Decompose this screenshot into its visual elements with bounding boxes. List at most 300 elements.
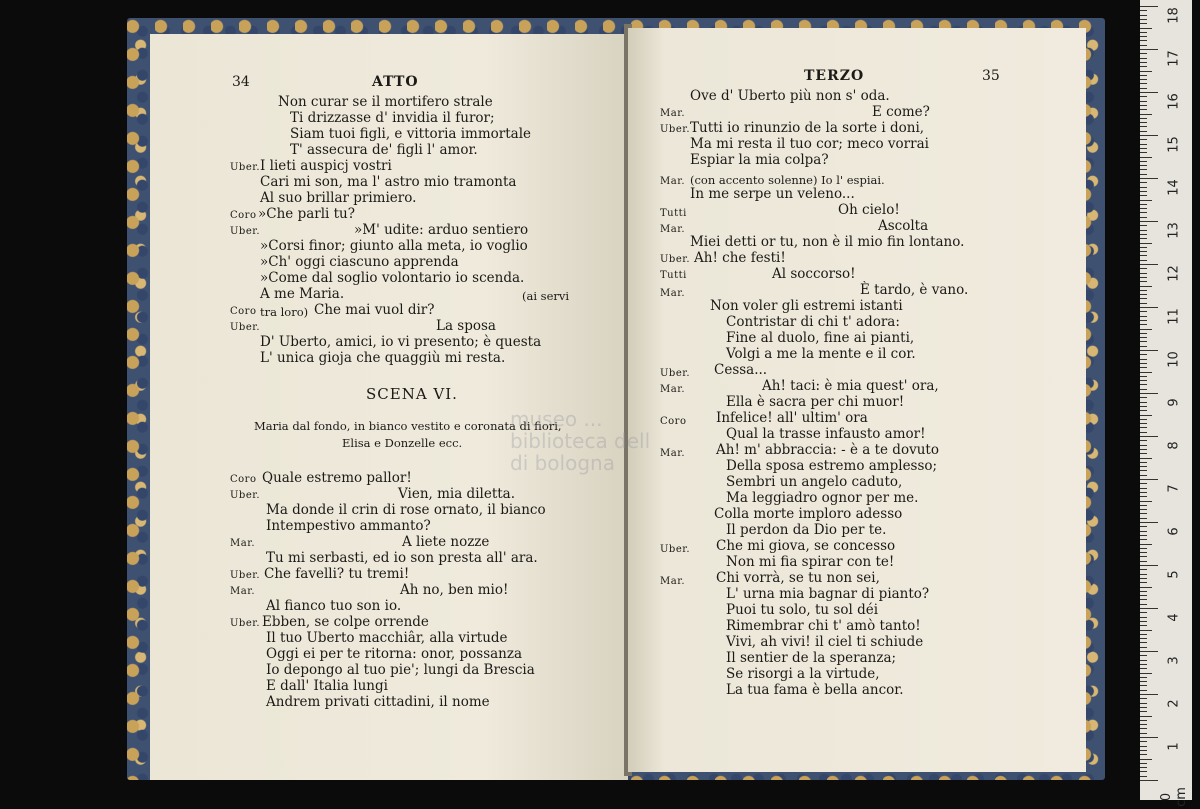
verse-line: Andrem privati cittadini, il nome: [266, 694, 490, 710]
ruler-minor-tick: [1140, 466, 1147, 467]
ruler-minor-tick: [1140, 492, 1147, 493]
ruler-minor-tick: [1140, 402, 1147, 403]
verse-line: E come?: [872, 104, 930, 120]
verse-line: Ma mi resta il tuo cor; meco vorrai: [690, 136, 929, 152]
ruler-label: 0 cm: [1159, 787, 1189, 807]
ruler-minor-tick: [1140, 703, 1147, 704]
ruler-minor-tick: [1140, 415, 1152, 416]
ruler-minor-tick: [1140, 79, 1147, 80]
verse-line: E dall' Italia lungi: [266, 678, 388, 694]
ruler-minor-tick: [1140, 380, 1147, 381]
verse-line: »Come dal soglio volontario io scenda.: [260, 270, 525, 286]
ruler-minor-tick: [1140, 311, 1147, 312]
ruler-label: 15: [1166, 136, 1182, 153]
ruler-minor-tick: [1140, 71, 1152, 72]
speaker-label: Uber.: [660, 124, 691, 135]
ruler-label: 8: [1166, 441, 1182, 450]
verse-line: Ah! che festi!: [694, 250, 786, 266]
ruler-minor-tick: [1140, 363, 1147, 364]
speaker-label: Mar.: [660, 384, 686, 395]
ruler-minor-tick: [1140, 599, 1147, 600]
ruler-minor-tick: [1140, 165, 1147, 166]
verse-line: Ma leggiadro ognor per me.: [726, 490, 919, 506]
ruler-label: 17: [1166, 50, 1182, 67]
ruler-minor-tick: [1140, 28, 1152, 29]
ruler-minor-tick: [1140, 96, 1147, 97]
ruler-tick: [1140, 522, 1158, 523]
ruler-minor-tick: [1140, 333, 1147, 334]
ruler-minor-tick: [1140, 217, 1147, 218]
ruler-minor-tick: [1140, 83, 1147, 84]
ruler-minor-tick: [1140, 324, 1147, 325]
running-header: ATTO: [372, 74, 419, 90]
ruler-minor-tick: [1140, 243, 1152, 244]
ruler-tick: [1140, 479, 1158, 480]
ruler-minor-tick: [1140, 212, 1147, 213]
ruler-minor-tick: [1140, 556, 1147, 557]
verse-line: La tua fama è bella ancor.: [726, 682, 904, 698]
ruler-minor-tick: [1140, 677, 1147, 678]
speaker-label: Uber.: [660, 254, 691, 265]
ruler-tick: [1140, 651, 1158, 652]
ruler-minor-tick: [1140, 668, 1147, 669]
ruler-tick: [1140, 393, 1158, 394]
ruler-minor-tick: [1140, 505, 1147, 506]
ruler-minor-tick: [1140, 526, 1147, 527]
ruler-minor-tick: [1140, 595, 1147, 596]
verse-line: Quale estremo pallor!: [262, 470, 412, 486]
ruler-minor-tick: [1140, 118, 1147, 119]
ruler-minor-tick: [1140, 501, 1152, 502]
ruler-minor-tick: [1140, 470, 1147, 471]
ruler-minor-tick: [1140, 673, 1152, 674]
ruler-minor-tick: [1140, 36, 1147, 37]
ruler-minor-tick: [1140, 630, 1152, 631]
verse-line: Al suo brillar primiero.: [260, 190, 417, 206]
stage-direction: tra loro): [260, 305, 309, 319]
verse-line: Ah no, ben mio!: [400, 582, 509, 598]
ruler-minor-tick: [1140, 337, 1147, 338]
ruler-minor-tick: [1140, 475, 1147, 476]
ruler-minor-tick: [1140, 109, 1147, 110]
ruler-minor-tick: [1140, 75, 1147, 76]
verse-line: Cessa...: [714, 362, 768, 378]
speaker-label: Tutti: [660, 270, 687, 281]
ruler-tick: [1140, 135, 1158, 136]
ruler-minor-tick: [1140, 535, 1147, 536]
ruler-minor-tick: [1140, 754, 1147, 755]
ruler-minor-tick: [1140, 552, 1147, 553]
ruler-minor-tick: [1140, 513, 1147, 514]
ruler-tick: [1140, 49, 1158, 50]
speaker-label: Mar.: [230, 538, 256, 549]
verse-line: Al soccorso!: [772, 266, 856, 282]
ruler-minor-tick: [1140, 247, 1147, 248]
verse-line: D' Uberto, amici, io vi presento; è questa: [260, 334, 542, 350]
verse-line: Ove d' Uberto più non s' oda.: [690, 88, 890, 104]
verse-line: Ah! taci: è mia quest' ora,: [762, 378, 939, 394]
speaker-label: Uber.: [230, 322, 261, 333]
ruler-minor-tick: [1140, 230, 1147, 231]
ruler-label: 11: [1166, 308, 1182, 325]
ruler-minor-tick: [1140, 101, 1147, 102]
verse-line: È tardo, è vano.: [860, 282, 969, 298]
ruler-minor-tick: [1140, 40, 1147, 41]
ruler-minor-tick: [1140, 281, 1147, 282]
measuring-ruler: [1140, 0, 1192, 807]
ruler-minor-tick: [1140, 32, 1147, 33]
verse-line: Vivi, ah vivi! il ciel ti schiude: [726, 634, 924, 650]
speaker-label: Uber.: [230, 618, 261, 629]
ruler-minor-tick: [1140, 277, 1147, 278]
speaker-label: Mar.: [660, 108, 686, 119]
page-number: 34: [232, 74, 250, 90]
ruler-minor-tick: [1140, 440, 1147, 441]
speaker-label: Uber.: [660, 544, 691, 555]
ruler-label: 1: [1166, 742, 1182, 751]
ruler-minor-tick: [1140, 88, 1147, 89]
speaker-label: Uber.: [660, 368, 691, 379]
verse-line: Ti drizzasse d' invidia il furor;: [290, 110, 495, 126]
ruler-minor-tick: [1140, 19, 1147, 20]
ruler-minor-tick: [1140, 126, 1147, 127]
verse-line: L' unica gioja che quaggiù mi resta.: [260, 350, 506, 366]
ruler-minor-tick: [1140, 406, 1147, 407]
verse-line: Il tuo Uberto macchiâr, alla virtude: [266, 630, 508, 646]
speaker-label: Coro: [230, 474, 257, 485]
ruler-minor-tick: [1140, 488, 1147, 489]
verse-line: Che favelli? tu tremi!: [264, 566, 410, 582]
ruler-tick: [1140, 780, 1158, 781]
ruler-minor-tick: [1140, 681, 1147, 682]
ruler-minor-tick: [1140, 303, 1147, 304]
ruler-minor-tick: [1140, 157, 1152, 158]
ruler-minor-tick: [1140, 655, 1147, 656]
ruler-minor-tick: [1140, 462, 1147, 463]
ruler-minor-tick: [1140, 458, 1152, 459]
ruler-minor-tick: [1140, 427, 1147, 428]
verse-line: Ebben, se colpe orrende: [262, 614, 429, 630]
ruler-minor-tick: [1140, 432, 1147, 433]
ruler-minor-tick: [1140, 10, 1147, 11]
stage-direction: Maria dal fondo, in bianco vestito e coronata di fiori,: [254, 419, 562, 433]
ruler-minor-tick: [1140, 169, 1147, 170]
ruler-minor-tick: [1140, 346, 1147, 347]
ruler-minor-tick: [1140, 647, 1147, 648]
ruler-minor-tick: [1140, 105, 1147, 106]
ruler-tick: [1140, 6, 1158, 7]
ruler-minor-tick: [1140, 604, 1147, 605]
ruler-minor-tick: [1140, 195, 1147, 196]
verse-line: Qual la trasse infausto amor!: [726, 426, 926, 442]
speaker-label: Uber.: [230, 490, 261, 501]
verse-line: A me Maria.: [260, 286, 345, 302]
ruler-tick: [1140, 565, 1158, 566]
speaker-label: Uber.: [230, 162, 261, 173]
ruler-label: 9: [1166, 398, 1182, 407]
speaker-label: Mar.: [230, 586, 256, 597]
scene-title: SCENA VI.: [366, 385, 458, 403]
ruler-tick: [1140, 436, 1158, 437]
ruler-minor-tick: [1140, 531, 1147, 532]
ruler-minor-tick: [1140, 341, 1147, 342]
ruler-label: 16: [1166, 93, 1182, 110]
ruler-minor-tick: [1140, 771, 1147, 772]
ruler-minor-tick: [1140, 298, 1147, 299]
ruler-minor-tick: [1140, 617, 1147, 618]
verse-line: Cari mi son, ma l' astro mio tramonta: [260, 174, 517, 190]
ruler-minor-tick: [1140, 561, 1147, 562]
ruler-minor-tick: [1140, 62, 1147, 63]
verse-line: Ascolta: [878, 218, 929, 234]
ruler-minor-tick: [1140, 174, 1147, 175]
verse-line: Chi vorrà, se tu non sei,: [716, 570, 880, 586]
verse-line: Non curar se il mortifero strale: [278, 94, 493, 110]
ruler-minor-tick: [1140, 187, 1147, 188]
verse-line: Non mi fia spirar con te!: [726, 554, 895, 570]
verse-line: Espiar la mia colpa?: [690, 152, 829, 168]
speaker-label: Coro: [660, 416, 687, 427]
ruler-label: 7: [1166, 484, 1182, 493]
verse-line: L' urna mia bagnar di pianto?: [726, 586, 930, 602]
speaker-label: Mar.: [660, 176, 686, 187]
ruler-label: 2: [1166, 699, 1182, 708]
ruler-minor-tick: [1140, 354, 1147, 355]
verse-line: T' assecura de' figli l' amor.: [290, 142, 478, 158]
speaker-label: Mar.: [660, 448, 686, 459]
ruler-minor-tick: [1140, 449, 1147, 450]
ruler-minor-tick: [1140, 518, 1147, 519]
ruler-minor-tick: [1140, 359, 1147, 360]
ruler-minor-tick: [1140, 139, 1147, 140]
verse-line: Vien, mia diletta.: [398, 486, 516, 502]
ruler-tick: [1140, 608, 1158, 609]
ruler-minor-tick: [1140, 419, 1147, 420]
ruler-minor-tick: [1140, 122, 1147, 123]
ruler-label: 6: [1166, 527, 1182, 536]
verse-line: Il perdon da Dio per te.: [726, 522, 887, 538]
right-page: [628, 28, 1086, 772]
ruler-tick: [1140, 694, 1158, 695]
verse-line: Che mai vuol dir?: [314, 302, 435, 318]
ruler-minor-tick: [1140, 625, 1147, 626]
ruler-label: 18: [1166, 7, 1182, 24]
ruler-minor-tick: [1140, 376, 1147, 377]
verse-line: »Che parli tu?: [258, 206, 355, 222]
ruler-minor-tick: [1140, 45, 1147, 46]
ruler-minor-tick: [1140, 660, 1147, 661]
verse-line: Rimembrar chi t' amò tanto!: [726, 618, 921, 634]
verse-line: Siam tuoi figli, e vittoria immortale: [290, 126, 532, 142]
ruler-tick: [1140, 737, 1158, 738]
speaker-label: Mar.: [660, 224, 686, 235]
ruler-minor-tick: [1140, 638, 1147, 639]
ruler-minor-tick: [1140, 238, 1147, 239]
verse-line: (con accento solenne) Io l' espiai.: [690, 173, 885, 187]
ruler-minor-tick: [1140, 182, 1147, 183]
ruler-tick: [1140, 264, 1158, 265]
ruler-minor-tick: [1140, 251, 1147, 252]
ruler-label: 12: [1166, 265, 1182, 282]
ruler-minor-tick: [1140, 268, 1147, 269]
ruler-minor-tick: [1140, 273, 1147, 274]
ruler-label: 14: [1166, 179, 1182, 196]
speaker-label: Coro: [230, 210, 257, 221]
ruler-minor-tick: [1140, 397, 1147, 398]
speaker-label: Uber.: [230, 226, 261, 237]
ruler-minor-tick: [1140, 685, 1147, 686]
ruler-minor-tick: [1140, 423, 1147, 424]
ruler-label: 5: [1166, 570, 1182, 579]
ruler-minor-tick: [1140, 15, 1147, 16]
verse-line: Infelice! all' ultim' ora: [716, 410, 868, 426]
ruler-minor-tick: [1140, 483, 1147, 484]
speaker-label: Mar.: [660, 576, 686, 587]
ruler-minor-tick: [1140, 776, 1147, 777]
ruler-minor-tick: [1140, 621, 1147, 622]
ruler-tick: [1140, 350, 1158, 351]
page-number: 35: [982, 68, 1000, 84]
ruler-tick: [1140, 307, 1158, 308]
ruler-minor-tick: [1140, 410, 1147, 411]
ruler-minor-tick: [1140, 294, 1147, 295]
verse-line: »Corsi finor; giunto alla meta, io voglio: [260, 238, 528, 254]
ruler-minor-tick: [1140, 453, 1147, 454]
verse-line: »Ch' oggi ciascuno apprenda: [260, 254, 459, 270]
stage-direction: (ai servi: [522, 289, 570, 303]
ruler-minor-tick: [1140, 634, 1147, 635]
ruler-minor-tick: [1140, 152, 1147, 153]
ruler-minor-tick: [1140, 191, 1147, 192]
verse-line: Ma donde il crin di rose ornato, il bianco: [266, 502, 546, 518]
ruler-minor-tick: [1140, 290, 1147, 291]
ruler-label: 3: [1166, 656, 1182, 665]
speaker-label: Tutti: [660, 208, 687, 219]
verse-line: I lieti auspicj vostri: [260, 158, 392, 174]
ruler-minor-tick: [1140, 225, 1147, 226]
ruler-minor-tick: [1140, 329, 1152, 330]
ruler-minor-tick: [1140, 574, 1147, 575]
ruler-minor-tick: [1140, 389, 1147, 390]
verse-line: Non voler gli estremi istanti: [710, 298, 903, 314]
verse-line: Miei detti or tu, non è il mio fin lontano.: [690, 234, 965, 250]
stage-direction: Elisa e Donzelle ecc.: [342, 436, 463, 450]
ruler-minor-tick: [1140, 548, 1147, 549]
verse-line: Oggi ei per te ritorna: onor, possanza: [266, 646, 523, 662]
verse-line: Della sposa estremo amplesso;: [726, 458, 938, 474]
ruler-minor-tick: [1140, 690, 1147, 691]
library-watermark: museo ... biblioteca dell di bologna: [510, 407, 651, 475]
ruler-minor-tick: [1140, 612, 1147, 613]
verse-line: Oh cielo!: [838, 202, 900, 218]
ruler-minor-tick: [1140, 316, 1147, 317]
ruler-minor-tick: [1140, 728, 1147, 729]
verse-line: Contristar di chi t' adora:: [726, 314, 900, 330]
ruler-minor-tick: [1140, 200, 1152, 201]
ruler-minor-tick: [1140, 161, 1147, 162]
ruler-minor-tick: [1140, 208, 1147, 209]
ruler-label: 13: [1166, 222, 1182, 239]
ruler-minor-tick: [1140, 367, 1147, 368]
ruler-minor-tick: [1140, 642, 1147, 643]
ruler-minor-tick: [1140, 587, 1152, 588]
ruler-label: 4: [1166, 613, 1182, 622]
verse-line: Fine al duolo, fine ai pianti,: [726, 330, 915, 346]
ruler-minor-tick: [1140, 544, 1152, 545]
speaker-label: Mar.: [660, 288, 686, 299]
ruler-minor-tick: [1140, 509, 1147, 510]
verse-line: »M' udite: arduo sentiero: [354, 222, 529, 238]
verse-line: Puoi tu solo, tu sol déi: [726, 602, 879, 618]
ruler-minor-tick: [1140, 53, 1147, 54]
verse-line: In me serpe un veleno...: [690, 186, 855, 202]
verse-line: Sembri un angelo caduto,: [726, 474, 903, 490]
verse-line: Che mi giova, se concesso: [716, 538, 896, 554]
verse-line: Io depongo al tuo pie'; lungi da Brescia: [266, 662, 535, 678]
ruler-minor-tick: [1140, 496, 1147, 497]
ruler-minor-tick: [1140, 23, 1147, 24]
ruler-minor-tick: [1140, 234, 1147, 235]
ruler-minor-tick: [1140, 741, 1147, 742]
ruler-minor-tick: [1140, 131, 1147, 132]
verse-line: Tu mi serbasti, ed io son presta all' ara.: [266, 550, 538, 566]
ruler-minor-tick: [1140, 707, 1147, 708]
verse-line: Ella è sacra per chi muor!: [726, 394, 905, 410]
verse-line: Intempestivo ammanto?: [266, 518, 431, 534]
ruler-minor-tick: [1140, 255, 1147, 256]
ruler-minor-tick: [1140, 148, 1147, 149]
ruler-minor-tick: [1140, 539, 1147, 540]
ruler-minor-tick: [1140, 720, 1147, 721]
ruler-minor-tick: [1140, 384, 1147, 385]
ruler-minor-tick: [1140, 711, 1147, 712]
verse-line: Al fianco tuo son io.: [266, 598, 402, 614]
ruler-minor-tick: [1140, 746, 1147, 747]
ruler-minor-tick: [1140, 578, 1147, 579]
ruler-minor-tick: [1140, 445, 1147, 446]
ruler-minor-tick: [1140, 144, 1147, 145]
ruler-minor-tick: [1140, 591, 1147, 592]
speaker-label: Coro: [230, 306, 257, 317]
speaker-label: Uber.: [230, 570, 261, 581]
ruler-minor-tick: [1140, 767, 1147, 768]
ruler-minor-tick: [1140, 58, 1147, 59]
verse-line: Ah! m' abbraccia: - è a te dovuto: [716, 442, 939, 458]
ruler-label: 10: [1166, 351, 1182, 368]
ruler-minor-tick: [1140, 372, 1152, 373]
ruler-minor-tick: [1140, 664, 1147, 665]
ruler-minor-tick: [1140, 724, 1147, 725]
verse-line: La sposa: [436, 318, 496, 334]
ruler-minor-tick: [1140, 698, 1147, 699]
ruler-minor-tick: [1140, 66, 1147, 67]
ruler-tick: [1140, 92, 1158, 93]
ruler-minor-tick: [1140, 759, 1152, 760]
verse-line: Se risorgi a la virtude,: [726, 666, 880, 682]
ruler-minor-tick: [1140, 320, 1147, 321]
verse-line: Tutti io rinunzio de la sorte i doni,: [690, 120, 925, 136]
ruler-tick: [1140, 221, 1158, 222]
ruler-minor-tick: [1140, 733, 1147, 734]
verse-line: Colla morte imploro adesso: [714, 506, 903, 522]
ruler-minor-tick: [1140, 582, 1147, 583]
ruler-minor-tick: [1140, 286, 1152, 287]
ruler-tick: [1140, 178, 1158, 179]
ruler-minor-tick: [1140, 114, 1152, 115]
ruler-minor-tick: [1140, 716, 1152, 717]
ruler-minor-tick: [1140, 204, 1147, 205]
ruler-minor-tick: [1140, 763, 1147, 764]
